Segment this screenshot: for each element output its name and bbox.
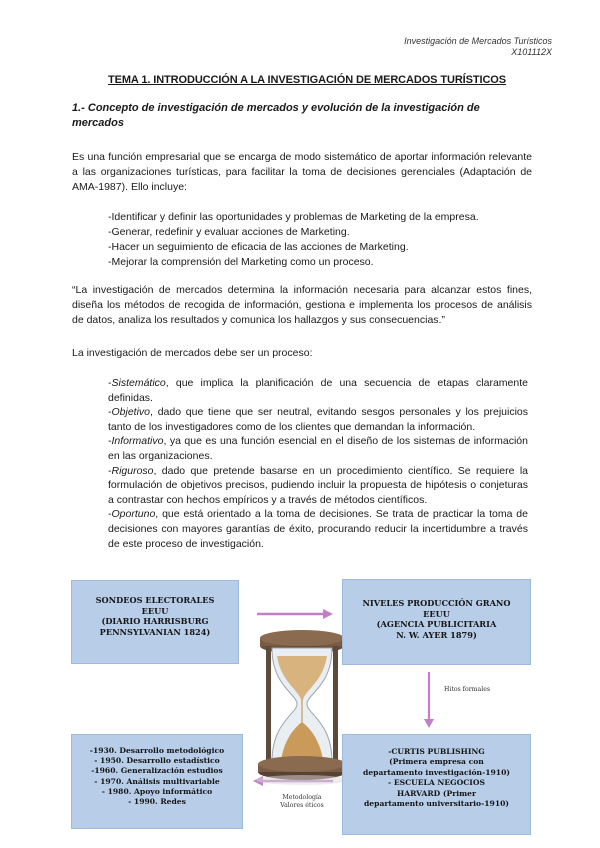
box-line: SONDEOS ELECTORALES [95,595,215,605]
box-line: -CURTIS PUBLISHING [388,747,485,756]
box-line: PENNSYLVANIAN 1824) [99,626,211,637]
box-line: departamento universitario-1910) [364,799,509,809]
process-text: , que implica la planificación de una secuencia de etapas claramente definidas. [108,377,528,404]
page-title: TEMA 1. INTRODUCCIÓN A LA INVESTIGACIÓN DE MERCADOS TURÍSTICOS [108,74,506,86]
box-line: -1930. Desarrollo metodológico [89,746,225,755]
box-line: (AGENCIA PUBLICITARIA [376,619,497,629]
process-term: Riguroso [111,464,154,477]
history-diagram [71,576,531,838]
box-line: (Primera empresa con [389,757,484,767]
box-curtis-publishing [342,734,531,835]
list-item: -Riguroso, dado que pretende basarse en un procedimiento científico. Se requiere la formulación de objetivos precisos, pudiendo incluir la propuesta de hipótesis o conjeturas a contrastar con hechos empíricos y a través de métodos científicos. [108,464,528,506]
arrow-down-icon [424,672,434,728]
box-line: EEUU [423,608,450,619]
box-line: - 1970. Análisis multivariable [94,776,220,786]
label-line: Valores éticos [280,801,324,809]
running-header [404,36,552,58]
label-metodologia [267,794,337,809]
label-line: Metodología [282,794,322,801]
box-line: - 1990. Redes [128,797,186,807]
box-line: - ESCUELA NEGOCIOS [388,778,485,788]
box-line: N. W. AYER 1879) [396,629,477,640]
hourglass-icon [256,630,348,785]
quote-paragraph: “La investigación de mercados determina la información necesaria para alcanzar estos fines, diseña los métodos de recogida de información, gestiona e implementa los procesos de análisis de datos, analiza los resultados y comunica los hallazgos y sus consecuencias.” [72,284,532,326]
box-line: (DIARIO HARRISBURG [101,616,209,626]
section-title: 1.- Concepto de investigación de mercados y evolución de la investigación de mercados [72,102,480,129]
list-item: -Sistemático, que implica la planificación de una secuencia de etapas claramente definidas. [108,377,528,404]
process-term: Objetivo [111,406,151,419]
box-line: EEUU [141,605,169,616]
includes-list [108,210,538,270]
list-item: -Hacer un seguimiento de eficacia de las acciones de Marketing. [108,241,409,253]
process-text: , dado que tiene que ser neutral, evitando sesgos personales y los prejuicios tanto de los investigadores como de los clientes que demandan la información. [108,406,528,433]
process-text: , ya que es una función esencial en el diseño de los sistemas de información en las organizaciones. [108,435,528,462]
box-line: HARVARD (Primer [397,788,476,798]
header-subject: Investigación de Mercados Turísticos [404,36,552,46]
process-term: Informativo [111,435,164,448]
process-intro: La investigación de mercados debe ser un proceso: [72,347,313,359]
process-term: Sistemático [111,377,166,389]
process-text: , dado que pretende basarse en un procedimiento científico. Se requiere la formulación de objetivos precisos, pudiendo incluir la propuesta de hipótesis o conjeturas a contrastar con hechos empíricos y a través de métodos científicos. [108,464,528,506]
arrow-right-icon [257,609,333,619]
process-list [108,376,528,551]
box-niveles-produccion [342,579,531,665]
label-hitos-formales: Hitos formales [443,686,491,693]
box-desarrollo-metodologico [71,734,243,829]
list-item: -Mejorar la comprensión del Marketing como un proceso. [108,256,374,268]
header-code: X101112X [511,47,552,57]
list-item: -Generar, redefinir y evaluar acciones de Marketing. [108,226,350,238]
list-item: -Objetivo, dado que tiene que ser neutral, evitando sesgos personales y los prejuicios tanto de los investigadores como de los clientes que demandan la información. [108,406,528,433]
box-line: NIVELES PRODUCCIÓN GRANO [362,598,511,608]
box-line: - 1950. Desarrollo estadístico [94,756,220,766]
list-item: -Informativo, ya que es una función esencial en el diseño de los sistemas de información en las organizaciones. [108,435,528,462]
intro-paragraph: Es una función empresarial que se encarga de modo sistemático de aportar información relevante a las organizaciones turísticas, para facilitar la toma de decisiones gerenciales (Adaptación de AMA-1987). Ello incluye: [72,151,532,193]
list-item: -Oportuno, que está orientado a la toma de decisiones. Se trata de practicar la toma de decisiones con mayores garantías de éxito, procurando reducir la incertidumbre a través de este proceso de investigación. [108,508,528,550]
box-sondeos-electorales [71,580,239,664]
list-item: -Identificar y definir las oportunidades y problemas de Marketing de la empresa. [108,211,479,223]
process-text: , que está orientado a la toma de decisiones. Se trata de practicar la toma de decisiones con mayores garantías de éxito, procurando reducir la incertidumbre a través de este proceso de investigación. [108,508,528,550]
box-line: -1960. Generalización estudios [91,766,223,776]
box-line: departamento investigación-1910) [363,767,510,777]
process-term: Oportuno [111,508,156,521]
box-line: - 1980. Apoyo informático [101,786,213,796]
